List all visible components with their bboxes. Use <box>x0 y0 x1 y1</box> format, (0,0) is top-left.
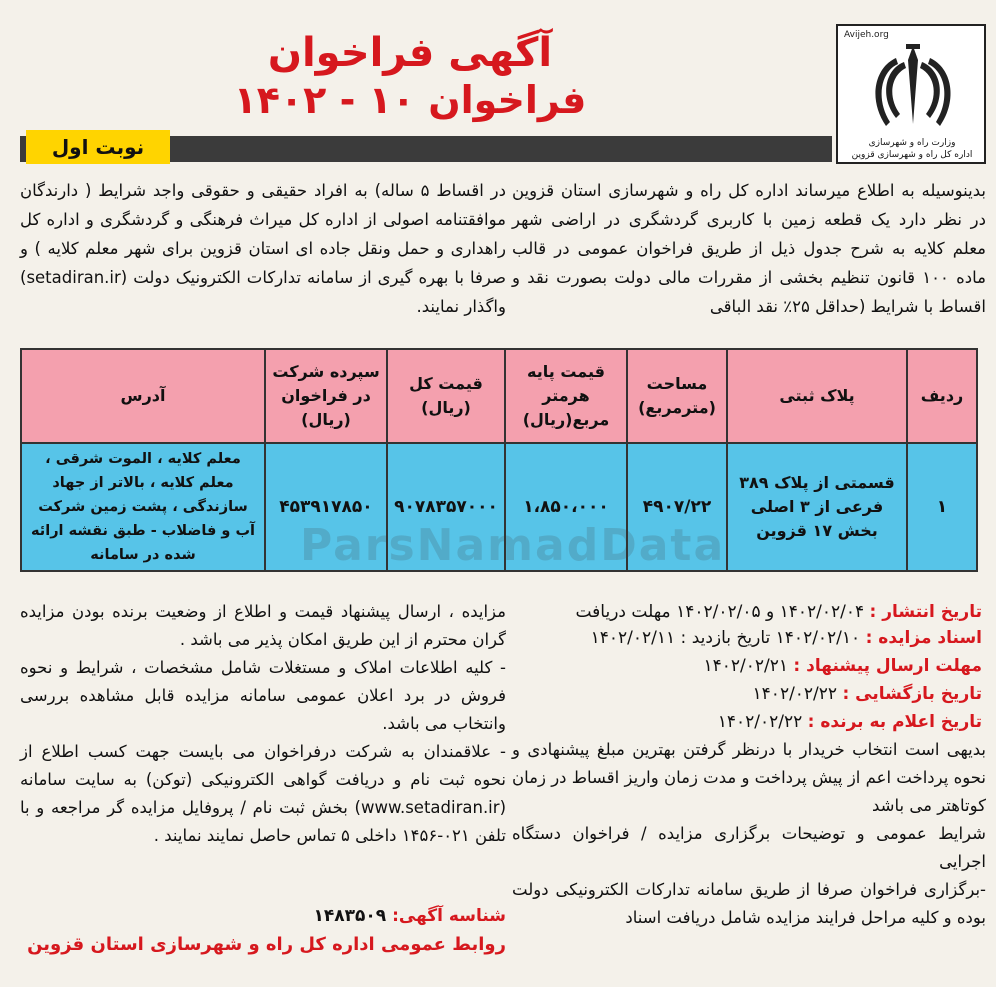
header-deposit: سپرده شرکت در فراخوان (ریال) <box>265 349 387 443</box>
cell-total-price: ۹۰۷۸۳۵۷۰۰۰ <box>387 443 505 571</box>
submit-date-label: مهلت ارسال پیشنهاد : <box>793 656 982 676</box>
winner-date-line <box>512 708 982 736</box>
emblem-line1: وزارت راه و شهرسازی <box>868 138 956 148</box>
table-row <box>21 443 977 571</box>
header-total-price: قیمت کل (ریال) <box>387 349 505 443</box>
docs-date-label: اسناد مزایده : <box>865 628 982 648</box>
header-address: آدرس <box>21 349 265 443</box>
details-left <box>20 598 506 850</box>
round-badge: نوبت اول <box>26 130 170 164</box>
submit-date-line <box>512 652 982 680</box>
table-header-row <box>21 349 977 443</box>
intro-left-paragraph: در اقساط ۵ ساله) به افراد حقیقی و حقوقی واجد شرایط ( دارندگان موافقتنامه اصولی از اداره کل میراث فرهنگی و گردشگری و اداره کل راهداری و حمل ونقل جاده ای استان قزوین برای شهر معلم کلایه ) و صرفا با بهره گیری از سامانه تدارکات الکترونیک دولت (setadiran.ir) واگذار نمایند. <box>20 181 506 316</box>
winner-date-label: تاریخ اعلام به برنده : <box>807 712 982 732</box>
intro-right-paragraph: بدینوسیله به اطلاع میرساند اداره کل راه و شهرسازی استان قزوین در نظر دارد یک قطعه زمین با کاربری گردشگری در اراضی شهر معلم کلایه به شرح جدول ذیل از طریق فراخوان عمومی در قالب ماده ۱۰۰ قانون تنظیم بخشی از مقررات مالی دولت بصورت نقد و اقساط با شرایط (حداقل ۲۵٪ نقد الباقی <box>512 181 986 316</box>
details-left-p1: مزایده ، ارسال پیشنهاد قیمت و اطلاع از وضعیت برنده بودن مزایده گران محترم از این طریق امکان پذیر می باشد . <box>20 602 506 649</box>
notice-id-label: شناسه آگهی: <box>392 906 506 926</box>
header-unit-price: قیمت پایه هرمتر مربع(ریال) <box>505 349 627 443</box>
notice-id <box>20 902 506 930</box>
opening-date-label: تاریخ بازگشایی : <box>842 684 982 704</box>
header-area: مساحت (مترمربع) <box>627 349 727 443</box>
cell-unit-price: ۱،۸۵۰،۰۰۰ <box>505 443 627 571</box>
cell-address: معلم کلایه ، الموت شرقی ، معلم کلایه ، بالاتر از جهاد سازندگی ، پشت زمین شرکت آب و فاضلاب - طبق نقشه ارائه شده در سامانه <box>21 443 265 571</box>
details-right-p3: -برگزاری فراخوان صرفا از طریق سامانه تدارکات الکترونیکی دولت بوده و کلیه مراحل فرایند مزایده شامل دریافت اسناد <box>512 880 986 927</box>
winner-date-value: ۱۴۰۲/۰۲/۲۲ <box>717 712 803 732</box>
publish-date-label: تاریخ انتشار : <box>869 602 982 622</box>
cell-area: ۴۹۰۷/۲۲ <box>627 443 727 571</box>
docs-date-value: ۱۴۰۲/۰۲/۱۰ تاریخ بازدید : ۱۴۰۲/۰۲/۱۱ <box>590 628 861 648</box>
details-right-p1: بدیهی است انتخاب خریدار با درنظر گرفتن بهترین مبلغ پیشنهادی و نحوه پرداخت اعم از پیش پرداخت و مدت زمان واریز اقساط در زمان کوتاهتر می باشد <box>512 740 986 815</box>
details-left-p2: - کلیه اطلاعات املاک و مستغلات شامل مشخصات ، شرایط و نحوه فروش در برد اعلان عمومی سامانه مزایده قابل مشاهده بررسی وانتخاب می باشد. <box>20 658 506 733</box>
emblem-box <box>836 24 986 164</box>
iran-emblem-icon <box>866 40 960 136</box>
page-subtitle: فراخوان ۱۰ - ۱۴۰۲ <box>233 78 587 122</box>
emblem-site: Avijeh.org <box>844 30 889 40</box>
details-right-p2: شرایط عمومی و توضیحات برگزاری مزایده / فراخوان دستگاه اجرایی <box>512 824 986 871</box>
header-plate: پلاک ثبتی <box>727 349 907 443</box>
publisher: روابط عمومی اداره کل راه و شهرسازی استان قزوین <box>27 934 506 955</box>
cell-plate: قسمتی از پلاک ۳۸۹ فرعی از ۳ اصلی بخش ۱۷ قزوین <box>727 443 907 571</box>
notice-id-value: ۱۴۸۳۵۰۹ <box>313 906 387 926</box>
details-right <box>512 736 986 932</box>
docs-date-line <box>512 624 982 652</box>
opening-date-line <box>512 680 982 708</box>
submit-date-value: ۱۴۰۲/۰۲/۲۱ <box>703 656 788 676</box>
opening-date-value: ۱۴۰۲/۰۲/۲۲ <box>752 684 838 704</box>
header-row-number: ردیف <box>907 349 977 443</box>
emblem-line2: اداره کل راه و شهرسازی قزوین <box>851 150 973 160</box>
lots-table <box>20 348 978 572</box>
publish-date-value: ۱۴۰۲/۰۲/۰۴ و ۱۴۰۲/۰۲/۰۵ مهلت دریافت <box>575 602 865 622</box>
details-left-p3: - علاقمندان به شرکت درفراخوان می بایست جهت کسب اطلاع از نحوه ثبت نام و دریافت گواهی الکترونیکی (توکن) به سایت سامانه (www.setadiran.ir) بخش ثبت نام / پروفایل مزایده گر مراجعه و با تلفن ۰۲۱-۱۴۵۶ داخلی ۵ تماس حاصل نمایند نمایند . <box>20 742 506 845</box>
page-title: آگهی فراخوان <box>267 30 553 76</box>
cell-row-number: ۱ <box>907 443 977 571</box>
publish-date-line <box>512 598 982 626</box>
cell-deposit: ۴۵۳۹۱۷۸۵۰ <box>265 443 387 571</box>
